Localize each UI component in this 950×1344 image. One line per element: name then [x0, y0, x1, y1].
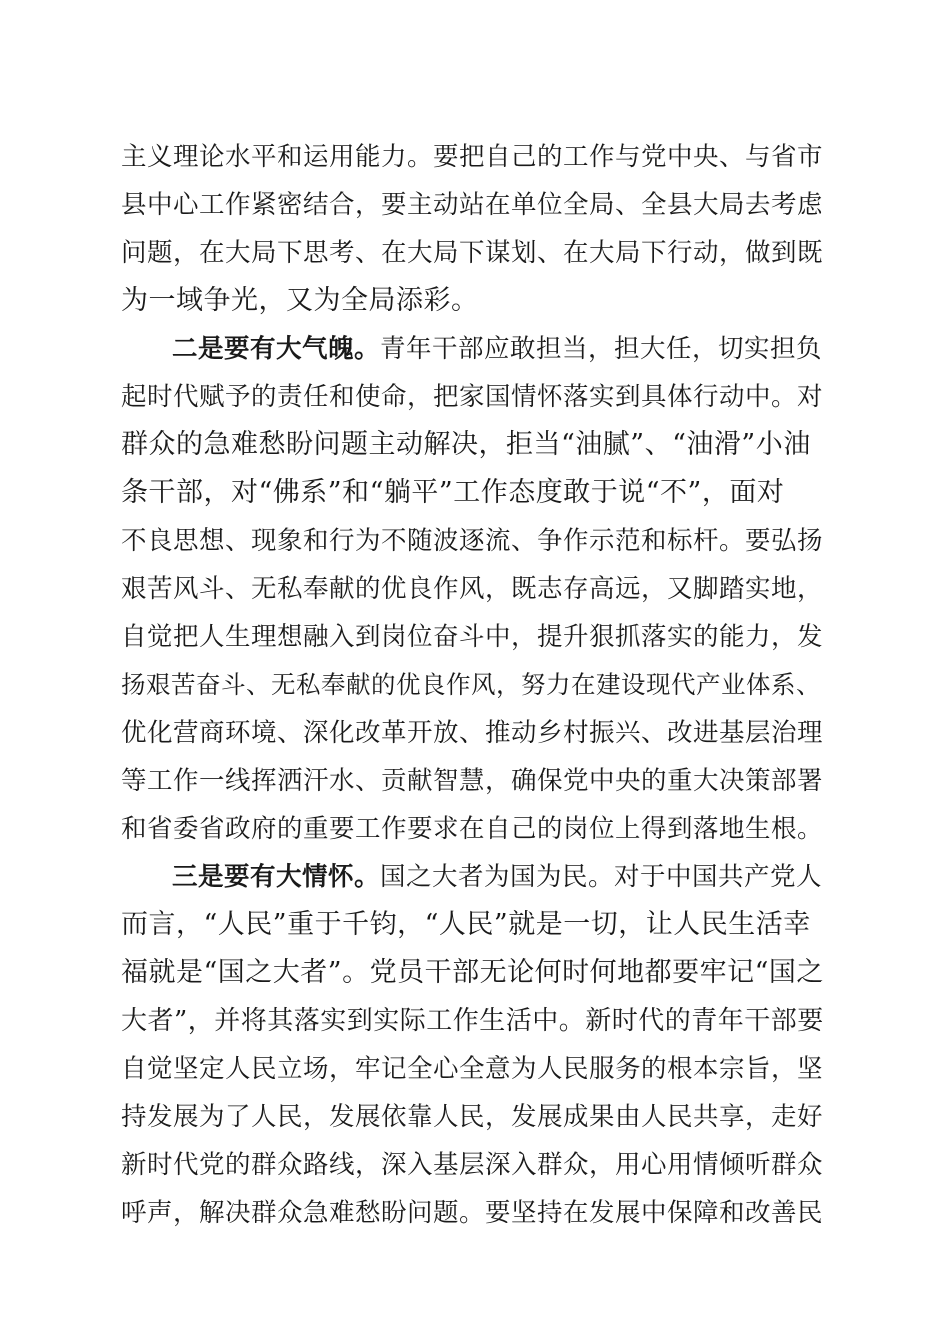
text-line [121, 1049, 823, 1089]
line-text: 福就是“国之大者”。党员干部无论何时何地都要牢记“国之 [121, 957, 824, 988]
text-line [121, 137, 823, 177]
text-line [121, 809, 823, 849]
line-text: 青年干部应敢担当，担大任，切实担负 [380, 334, 823, 364]
text-line [121, 473, 784, 513]
text-line [121, 569, 823, 609]
line-text: 自觉把人生理想融入到岗位奋斗中，提升狠抓落实的能力，发 [121, 622, 824, 652]
paragraph-lead: 二是要有大气魄。 [172, 334, 381, 364]
line-text: 不良思想、现象和行为不随波逐流、争作示范和标杆。要弘扬 [121, 526, 824, 556]
text-line [121, 425, 811, 465]
line-text: 和省委省政府的重要工作要求在自己的岗位上得到落地生根。 [121, 814, 824, 844]
text-line [121, 1097, 823, 1137]
text-line [172, 329, 822, 369]
text-line [121, 233, 823, 273]
text-line [121, 761, 823, 801]
text-line [121, 665, 821, 705]
text-line [121, 377, 823, 417]
line-text: 自觉坚定人民立场，牢记全心全意为人民服务的根本宗旨，坚 [121, 1054, 824, 1084]
text-line [121, 1145, 823, 1185]
line-text: 扬艰苦奋斗、无私奉献的优良作风，努力在建设现代产业体系、 [121, 670, 821, 699]
text-line [121, 713, 823, 753]
text-line [121, 905, 811, 945]
line-text: 国之大者为国为民。对于中国共产党人 [380, 862, 823, 892]
line-text: 群众的急难愁盼问题主动解决，拒当“油腻”、“油滑”小油 [121, 429, 811, 460]
line-text: 问题，在大局下思考、在大局下谋划、在大局下行动，做到既 [121, 238, 824, 268]
line-text: 等工作一线挥洒汗水、贡献智慧，确保党中央的重大决策部署 [121, 766, 824, 796]
line-text: 主义理论水平和运用能力。要把自己的工作与党中央、与省市 [121, 142, 824, 172]
line-text: 呼声，解决群众急难愁盼问题。要坚持在发展中保障和改善民 [121, 1198, 824, 1228]
line-text: 大者”，并将其落实到实际工作生活中。新时代的青年干部要 [121, 1006, 824, 1036]
line-text: 县中心工作紧密结合，要主动站在单位全局、全县大局去考虑 [121, 190, 824, 220]
text-line [121, 281, 479, 321]
line-text: 优化营商环境、深化改革开放、推动乡村振兴、改进基层治理 [121, 718, 824, 748]
text-line [121, 1193, 823, 1233]
line-text: 条干部，对“佛系”和“躺平”工作态度敢于说“不”，面对 [121, 477, 785, 508]
text-line [121, 185, 823, 225]
line-text: 为一域争光，又为全局添彩。 [121, 285, 479, 316]
text-line [121, 521, 823, 561]
text-line [121, 617, 823, 657]
line-text: 持发展为了人民，发展依靠人民，发展成果由人民共享，走好 [121, 1102, 824, 1132]
text-line [121, 953, 824, 993]
line-text: 而言，“人民”重于千钧，“人民”就是一切，让人民生活幸 [121, 909, 811, 940]
line-text: 起时代赋予的责任和使命，把家国情怀落实到具体行动中。对 [121, 382, 824, 412]
text-line [121, 1001, 824, 1041]
paragraph-lead: 三是要有大情怀。 [172, 862, 381, 892]
line-text: 艰苦风斗、无私奉献的优良作风，既志存高远，又脚踏实地， [121, 574, 824, 604]
text-line [172, 857, 822, 897]
line-text: 新时代党的群众路线，深入基层深入群众，用心用情倾听群众 [121, 1150, 824, 1180]
